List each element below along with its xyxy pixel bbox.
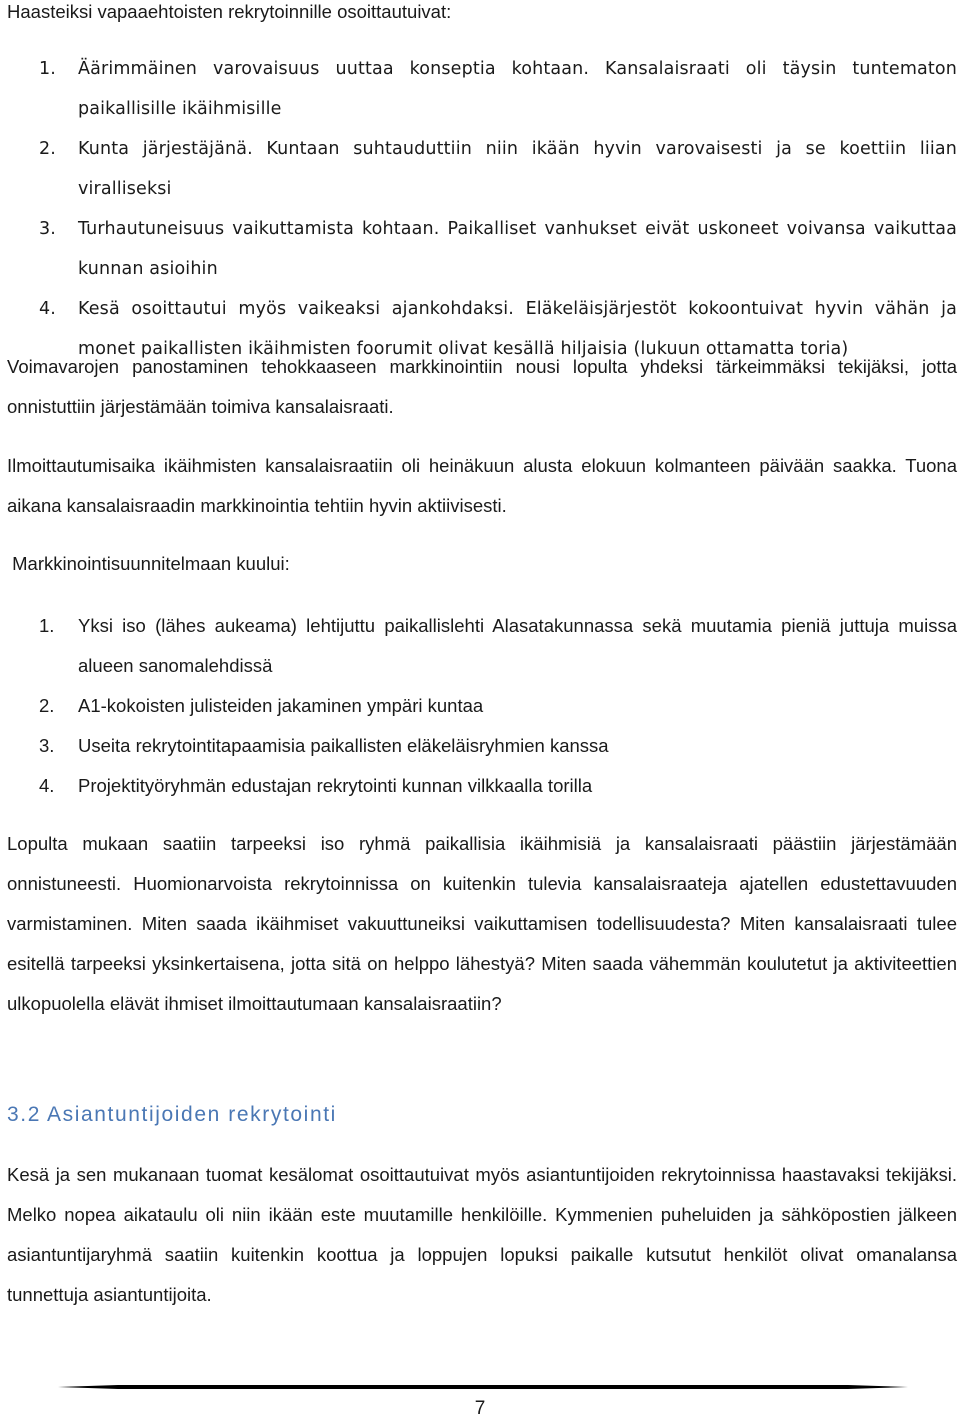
list-item-text: Useita rekrytointitapaamisia paikallisten eläkeläisryhmien kanssa — [78, 735, 609, 756]
list-item — [7, 606, 957, 686]
marketing-list — [7, 606, 957, 806]
list-number: 2. — [39, 139, 56, 159]
marketing-intro: Markkinointisuunnitelmaan kuului: — [7, 553, 290, 574]
footer-rule — [58, 1385, 908, 1389]
list-number: 2. — [39, 695, 55, 716]
list-item-text: Kesä osoittautui myös vaikeaksi ajankohdaksi. Eläkeläisjärjestöt kokoontuivat hyvin vähän ja monet paikallisten ikäihmisten foorumit olivat kesällä hiljaisia (lukuun ottamatta toria) — [78, 299, 957, 359]
list-item-text: A1-kokoisten julisteiden jakaminen ympäri kuntaa — [78, 695, 484, 716]
section-title: Asiantuntijoiden rekrytointi — [47, 1103, 337, 1126]
paragraph-registration: Ilmoittautumisaika ikäihmisten kansalaisraatiin oli heinäkuun alusta elokuun kolmanteen päivään saakka. Tuona aikana kansalaisraadin markkinointia tehtiin hyvin aktiivisesti. — [7, 455, 957, 516]
section-number: 3.2 — [7, 1103, 41, 1126]
paragraph-experts: Kesä ja sen mukanaan tuomat kesälomat osoittautuivat myös asiantuntijoiden rekrytoinnissa haastavaksi tekijäksi. Melko nopea aikataulu oli niin ikään este muutamille henkilöille. Kymmenien puheluiden ja sähköpostien jälkeen asiantuntijaryhmä saatiin kuitenkin koottua ja loppujen lopuksi paikalle kutsutut henkilöt olivat omanalansa tunnettuja asiantuntijoita. — [7, 1164, 957, 1305]
list-item-text: Turhautuneisuus vaikuttamista kohtaan. Paikalliset vanhukset eivät uskoneet voivansa vaikuttaa kunnan asioihin — [78, 219, 957, 279]
list-number: 1. — [39, 615, 55, 636]
list-item-text: Yksi iso (lähes aukeama) lehtijuttu paikallislehti Alasatakunnassa sekä muutamia pieniä juttuja muissa alueen sanomalehdissä — [78, 615, 957, 676]
intro-line: Haasteiksi vapaaehtoisten rekrytoinnille osoittautuivat: — [7, 1, 452, 22]
section-heading — [7, 1103, 337, 1127]
paragraph-resources: Voimavarojen panostaminen tehokkaaseen markkinointiin nousi lopulta yhdeksi tärkeimmäksi tekijäksi, jotta onnistuttiin järjestämään toimiva kansalaisraati. — [7, 356, 957, 417]
list-item — [7, 686, 957, 726]
paragraph-conclusion: Lopulta mukaan saatiin tarpeeksi iso ryhmä paikallisia ikäihmisiä ja kansalaisraati päästiin järjestämään onnistuneesti. Huomionarvoista rekrytoinnissa on kuitenkin tulevia kansalaisraateja ajatellen edustettavuuden varmistaminen. Miten saada ikäihmiset vakuuttuneiksi vaikuttamisen todellisuudesta? Miten kansalaisraati tulee esitellä tarpeeksi yksinkertaisena, jotta sitä on helppo lähestyä? Miten saada vähemmän koulutetut ja aktiviteettien ulkopuolella elävät ihmiset ilmoittautumaan kansalaisraatiin? — [7, 833, 957, 1014]
page-number: 7 — [474, 1398, 486, 1419]
list-item-text: Projektityöryhmän edustajan rekrytointi kunnan vilkkaalla torilla — [78, 775, 593, 796]
list-item — [7, 209, 957, 289]
list-item-text: Kunta järjestäjänä. Kuntaan suhtauduttiin niin ikään hyvin varovaisesti ja se koettiin liian viralliseksi — [78, 139, 957, 199]
list-item — [7, 766, 957, 806]
challenges-list — [7, 49, 957, 369]
list-item — [7, 726, 957, 766]
list-number: 3. — [39, 735, 55, 756]
list-number: 3. — [39, 219, 56, 239]
list-item-text: Äärimmäinen varovaisuus uuttaa konseptia kohtaan. Kansalaisraati oli täysin tuntematon paikallisille ikäihmisille — [78, 59, 957, 119]
list-number: 4. — [39, 299, 56, 319]
list-item — [7, 129, 957, 209]
list-number: 1. — [39, 59, 56, 79]
list-number: 4. — [39, 775, 55, 796]
list-item — [7, 49, 957, 129]
